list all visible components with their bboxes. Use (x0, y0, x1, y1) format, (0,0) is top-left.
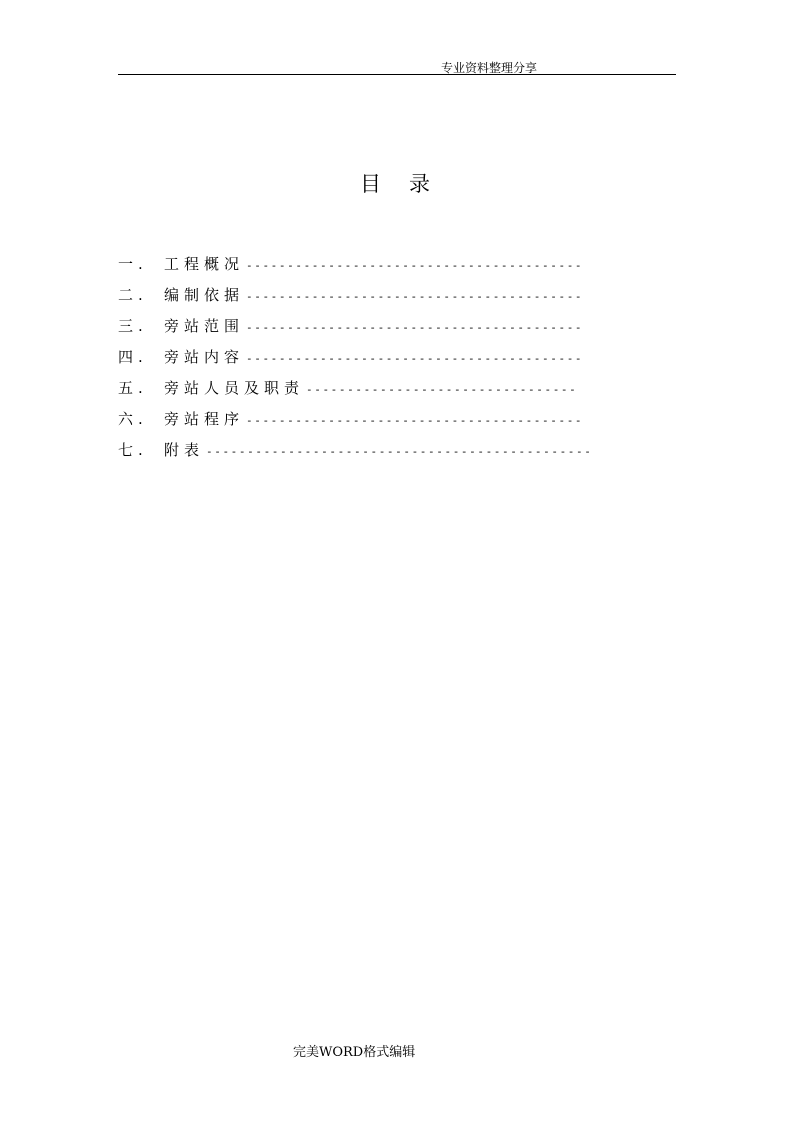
page-footer: 完美WORD格式编辑 (293, 1045, 416, 1060)
toc-item-label: 工程概况 (164, 255, 245, 273)
toc-item-number: 七. (118, 441, 148, 459)
toc-list (118, 248, 592, 465)
toc-item[interactable] (118, 248, 592, 279)
toc-item-leader: ----------------------------------------- (246, 352, 584, 365)
toc-title (360, 168, 430, 198)
toc-item[interactable] (118, 341, 592, 372)
toc-item-leader: ----------------------------------------------- (206, 445, 593, 458)
toc-item-label: 旁站内容 (164, 348, 245, 366)
toc-item-label: 旁站范围 (164, 317, 245, 335)
toc-item-leader: ----------------------------------------- (246, 259, 584, 272)
toc-item-number: 六. (118, 410, 148, 428)
toc-item[interactable] (118, 279, 592, 310)
toc-item[interactable] (118, 403, 592, 434)
toc-item-label: 编制依据 (164, 286, 245, 304)
toc-title-char-1: 目 (360, 172, 381, 196)
page-header: 专业资料整理分享 (441, 61, 538, 75)
toc-title-char-2: 录 (409, 172, 430, 196)
toc-item-number: 五. (118, 379, 148, 397)
toc-item[interactable] (118, 434, 592, 465)
toc-item-label: 旁站人员及职责 (164, 379, 305, 397)
toc-item-leader: --------------------------------- (306, 383, 578, 396)
toc-item-label: 旁站程序 (164, 410, 245, 428)
toc-item[interactable] (118, 372, 592, 403)
toc-item-number: 四. (118, 348, 148, 366)
toc-item-number: 一. (118, 255, 148, 273)
toc-item-number: 二. (118, 286, 148, 304)
toc-item-leader: ----------------------------------------- (246, 321, 584, 334)
toc-item-number: 三. (118, 317, 148, 335)
header-divider (118, 74, 676, 75)
toc-item-leader: ----------------------------------------- (246, 414, 584, 427)
toc-item-label: 附表 (164, 441, 205, 459)
toc-item-leader: ----------------------------------------- (246, 290, 584, 303)
toc-item[interactable] (118, 310, 592, 341)
